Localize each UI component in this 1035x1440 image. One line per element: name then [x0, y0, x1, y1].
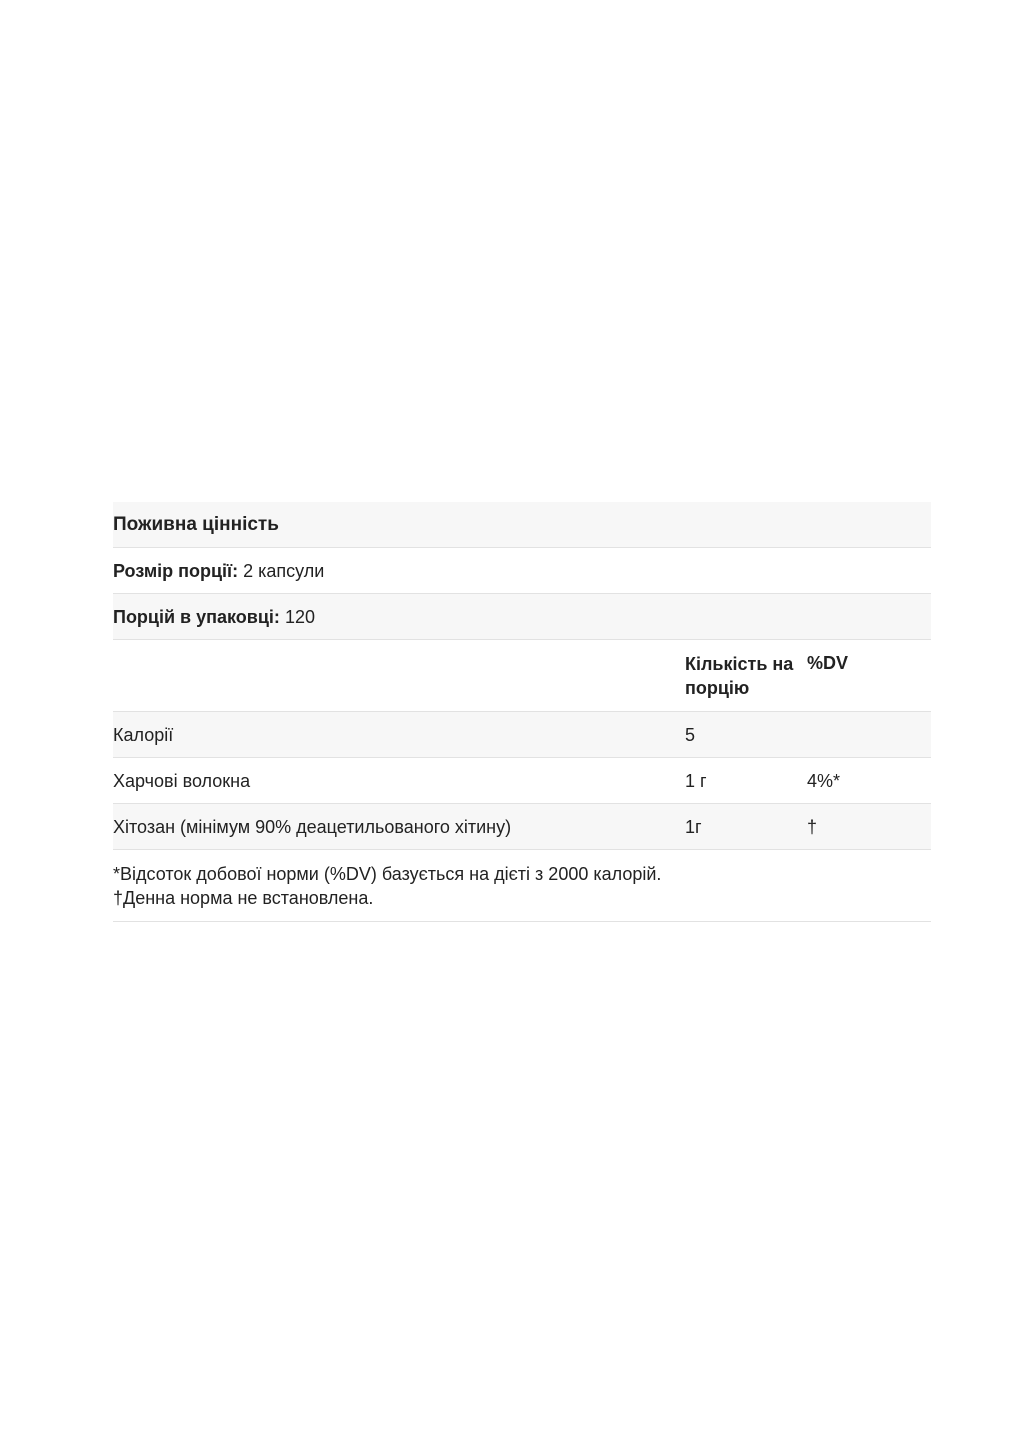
servings-per-container-label: Порцій в упаковці: — [113, 606, 280, 627]
footnote-dv-not-established: †Денна норма не встановлена. — [113, 887, 374, 908]
nutrient-amount: 1 г — [685, 770, 707, 791]
table-row — [113, 758, 931, 804]
table-row — [113, 804, 931, 850]
nutrient-name: Харчові волокна — [113, 770, 251, 791]
footnotes — [113, 862, 661, 910]
table-row — [113, 712, 931, 758]
serving-size-label: Розмір порції: — [113, 560, 239, 581]
nutrition-title-row — [113, 502, 931, 548]
footnote-dv-basis: *Відсоток добової норми (%DV) базується на дієті з 2000 калорій. — [113, 863, 662, 884]
nutrition-title: Поживна цінність — [113, 513, 279, 535]
nutrient-amount: 5 — [685, 724, 696, 745]
serving-size-row — [113, 548, 931, 594]
nutrient-dv: 4%* — [807, 770, 841, 791]
column-header-row — [113, 640, 931, 712]
servings-per-container-value: 120 — [284, 606, 315, 627]
column-header-amount: Кількість на порцію — [685, 653, 794, 698]
serving-size-value: 2 капсули — [243, 560, 325, 581]
nutrient-amount: 1г — [685, 816, 702, 837]
footnote-row — [113, 850, 931, 922]
nutrient-name: Калорії — [113, 724, 174, 745]
nutrient-name: Хітозан (мінімум 90% деацетильованого хітину) — [113, 816, 512, 837]
nutrition-facts-table — [113, 502, 931, 922]
servings-per-container-row — [113, 594, 931, 640]
nutrient-dv: † — [807, 816, 818, 837]
column-header-dv: %DV — [807, 653, 849, 673]
